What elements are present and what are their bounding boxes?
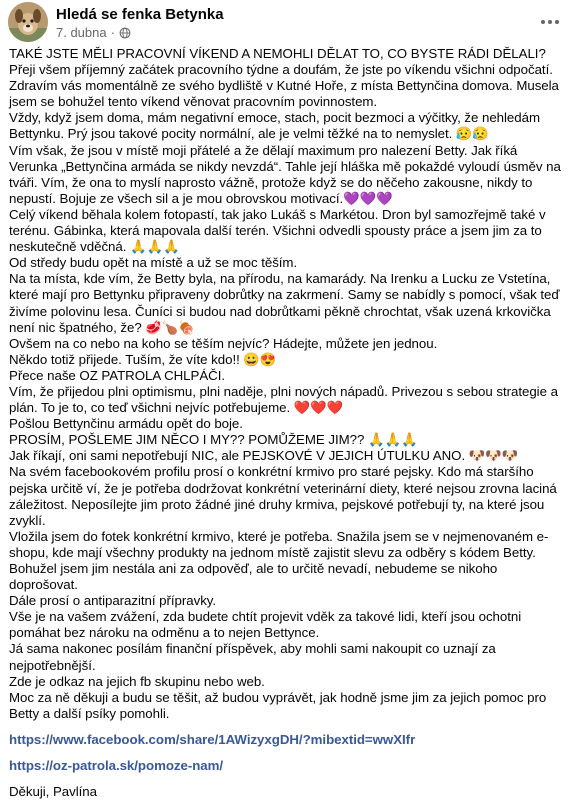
spacer xyxy=(9,748,565,758)
paragraph: Celý víkend běhala kolem fotopastí, tak jako Lukáš s Markétou. Dron byl samozřejmě také v terénu. Gábinka, která mapovala další terén. Všichni odvedli spousty práce a jsem jim za to neskutečně vděčná. 🙏🙏🙏 xyxy=(9,206,546,255)
paragraph: Na ta místa, kde vím, že Betty byla, na přírodu, na kamarády. Na Irenku a Lucku ze Vstetína, které mají pro Bettynku připraveny dobrůtky na zakrmení. Samy se nabídly s pomocí, však teď živíme polovinu lesa. Čuníci si budou nad dobrůtkami pěkně chrochtat, však uzená krkovička není nic špatného, že? 🥩🍗🍖 xyxy=(9,271,560,335)
spacer xyxy=(9,774,565,784)
paragraph: Dále prosí o antiparazitní přípravky. xyxy=(9,593,217,609)
paragraph: Vždy, když jsem doma, mám negativní emoce, stach, pocit bezmoci a výčitky, že nehledám Bettynku. Prý jsou takové pocity normální, ale je velmi těžké na to nemyslet. 😥😥 xyxy=(9,110,540,142)
paragraph: Někdo totiž přijede. Tuším, že víte kdo!! 😀😍 xyxy=(9,351,277,367)
paragraph: Ovšem na co nebo na koho se těším nejvíc? Hádejte, můžete jen jednou. xyxy=(9,335,438,351)
paragraph: Já sama nakonec posílám finanční příspěvek, aby mohli sami nakoupit co uznají za nejpotřebnější. xyxy=(9,641,496,673)
facebook-link[interactable]: https://www.facebook.com/share/1AWizyxgDH/?mibextid=wwXIfr xyxy=(9,731,416,747)
spacer xyxy=(9,722,565,732)
author-avatar[interactable] xyxy=(8,2,48,42)
post-header xyxy=(8,2,566,44)
paragraph: Na svém facebookovém profilu prosí o konkrétní krmivo pro staré pejsky. Kdo má staršího pejska určitě ví, že je potřeba dodržovat konkrétní veterinární diety, které nejsou zrovna laciná záležitost. Neposílejte jim proto žádné jiné druhy krmiva, pejskové potřebují ty, na které jsou zvyklí. xyxy=(9,464,557,528)
meta-separator: · xyxy=(110,25,115,40)
paragraph: Jak říkají, oni sami nepotřebují NIC, ale PEJSKOVÉ V JEJICH ÚTULKU ANO. 🐶🐶🐶 xyxy=(9,448,519,464)
paragraph: Pošlou Bettynčinu armádu opět do boje. xyxy=(9,416,243,432)
paragraph: Přece naše OZ PATROLA CHLPÁČI. xyxy=(9,367,226,383)
paragraph: Přeji všem příjemný začátek pracovního týdne a doufám, že jste po víkendu všichni odpočatí. Zdravím vás momentálně ze svého bydliště v Kutné Hoře, z místa Bettynčina domova. Musela jsem se bohužel tento víkend věnovat pracovním povinnostem. xyxy=(9,62,559,110)
paragraph: Moc za ně děkuji a budu se těšit, až budou vyprávět, jak hodně jsme jim za jejich pomoc pro Betty a další psíky pomohli. xyxy=(9,689,547,721)
paragraph: Vím však, že jsou v místě moji přátelé a že dělají maximum pro nalezení Betty. Jak říká Verunka „Bettynčina armáda se nikdy nevzdá“. Tahle její hláška mě pokaždé vyloudí úsměv na tváři. Vím, že ona to myslí naprosto vážně, protože když se do něčeho zakousne, nikdy to nepustí. Bojuje ze všech sil a je mou obrovskou motivací.💜💜💜 xyxy=(9,142,561,206)
post-text xyxy=(9,46,565,800)
paragraph: PROSÍM, POŠLEME JIM NĚCO I MY?? POMŮŽEME JIM?? 🙏🙏🙏 xyxy=(9,432,418,448)
paragraph: Vím, že přijedou plni optimismu, plni naděje, plni nových nápadů. Privezou s sebou strategie a plán. To je to, co teď všichni nejvíc potřebujeme. ❤️❤️❤️ xyxy=(9,383,558,416)
dog-avatar-icon xyxy=(8,2,48,42)
paragraph: Od středy budu opět na místě a už se moc těším. xyxy=(9,255,298,271)
signature: Děkuji, Pavlína xyxy=(9,784,97,800)
paragraph: Vše je na vašem zvážení, zda budete chtít projevit vděk za takové lidi, kteří jsou ochotni pomáhat bez nároku na odměnu a to nejen Bettynce. xyxy=(9,609,522,641)
paragraph: TAKÉ JSTE MĚLI PRACOVNÍ VÍKEND A NEMOHLI DĚLAT TO, CO BYSTE RÁDI DĚLALI? xyxy=(9,46,546,61)
website-link[interactable]: https://oz-patrola.sk/pomoze-nam/ xyxy=(9,758,224,774)
paragraph: Zde je odkaz na jejich fb skupinu nebo web. xyxy=(9,673,265,689)
globe-icon xyxy=(119,27,131,39)
post-date[interactable]: 7. dubna xyxy=(56,25,107,40)
more-options-icon[interactable] xyxy=(536,8,564,36)
author-name[interactable]: Hledá se fenka Betynka xyxy=(56,6,224,23)
paragraph: Vložila jsem do fotek konkrétní krmivo, které je potřeba. Snažila jsem se v nejmenovaném e-shopu, kde mají všechny produkty na jednom místě zajistit slevu za odběry s kódem Betty. Bohužel jsem jim nestála ani za odpověď, ale to určitě nevadí, nebudeme se nikoho doprošovat. xyxy=(9,528,549,593)
post-meta xyxy=(56,25,131,41)
